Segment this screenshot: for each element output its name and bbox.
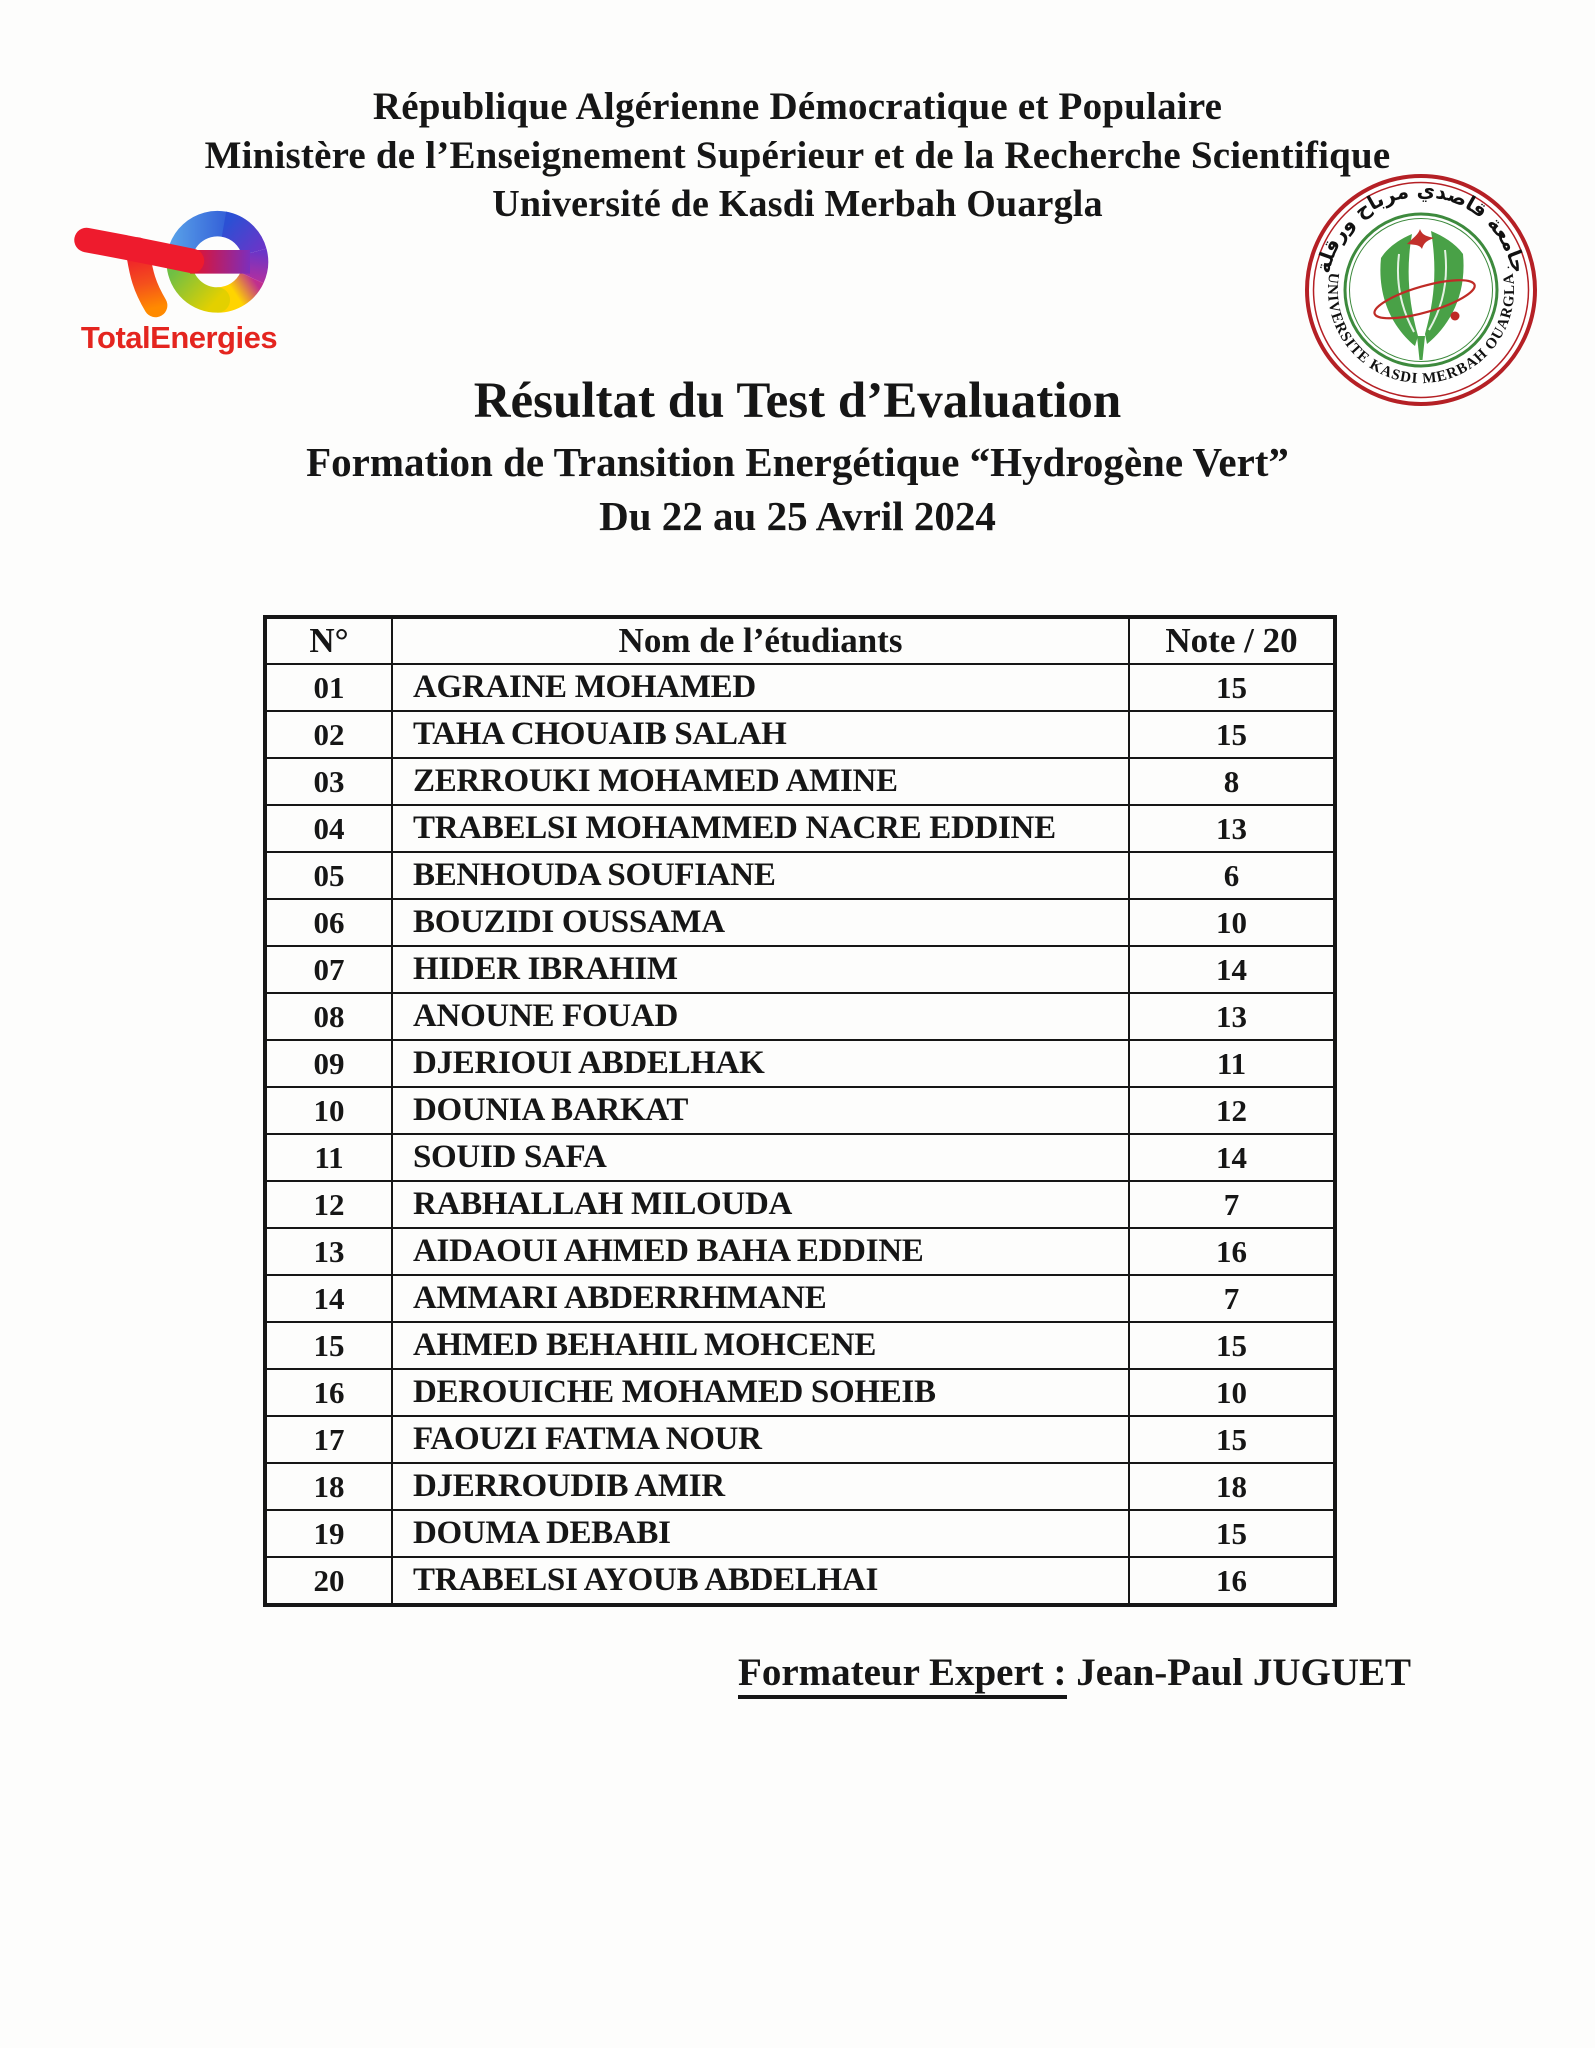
student-name-cell: RABHALLAH MILOUDA	[392, 1181, 1129, 1228]
student-name-cell: AMMARI ABDERRHMANE	[392, 1275, 1129, 1322]
table-row	[265, 1557, 1335, 1605]
score-cell: 13	[1129, 805, 1335, 852]
table-row	[265, 1322, 1335, 1369]
footer-signature	[738, 1650, 1411, 1695]
row-number-cell: 11	[265, 1134, 392, 1181]
table-row	[265, 1228, 1335, 1275]
student-name-cell: HIDER IBRAHIM	[392, 946, 1129, 993]
student-name-cell: ZERROUKI MOHAMED AMINE	[392, 758, 1129, 805]
table-row	[265, 1510, 1335, 1557]
student-name-cell: SOUID SAFA	[392, 1134, 1129, 1181]
score-cell: 10	[1129, 1369, 1335, 1416]
header-line-republic: République Algérienne Démocratique et Populaire	[372, 85, 1223, 128]
student-name-cell: AIDAOUI AHMED BAHA EDDINE	[392, 1228, 1129, 1275]
seal-orbit-dot	[1451, 312, 1460, 321]
footer-label: Formateur Expert :	[738, 1651, 1067, 1699]
student-name-cell: AGRAINE MOHAMED	[392, 664, 1129, 711]
row-number-cell: 07	[265, 946, 392, 993]
student-name-cell: DEROUICHE MOHAMED SOHEIB	[392, 1369, 1129, 1416]
score-cell: 7	[1129, 1181, 1335, 1228]
row-number-cell: 13	[265, 1228, 392, 1275]
row-number-cell: 12	[265, 1181, 392, 1228]
table-row	[265, 946, 1335, 993]
student-name-cell: TRABELSI AYOUB ABDELHAI	[392, 1557, 1129, 1605]
score-cell: 16	[1129, 1228, 1335, 1275]
row-number-cell: 10	[265, 1087, 392, 1134]
score-cell: 13	[1129, 993, 1335, 1040]
score-cell: 15	[1129, 1416, 1335, 1463]
row-number-cell: 01	[265, 664, 392, 711]
score-cell: 6	[1129, 852, 1335, 899]
column-header-note: Note / 20	[1129, 617, 1335, 664]
table-row	[265, 993, 1335, 1040]
table-row	[265, 1275, 1335, 1322]
results-table-body	[265, 664, 1335, 1605]
score-cell: 15	[1129, 664, 1335, 711]
student-name-cell: DJERROUDIB AMIR	[392, 1463, 1129, 1510]
table-row	[265, 758, 1335, 805]
table-row	[265, 1181, 1335, 1228]
score-cell: 10	[1129, 899, 1335, 946]
table-row	[265, 1087, 1335, 1134]
seal-outer-ring	[1307, 176, 1535, 404]
student-name-cell: DJERIOUI ABDELHAK	[392, 1040, 1129, 1087]
row-number-cell: 17	[265, 1416, 392, 1463]
totalenergies-logo-icon	[72, 196, 290, 324]
student-name-cell: DOUNIA BARKAT	[392, 1087, 1129, 1134]
row-number-cell: 04	[265, 805, 392, 852]
row-number-cell: 19	[265, 1510, 392, 1557]
row-number-cell: 06	[265, 899, 392, 946]
table-row	[265, 664, 1335, 711]
totalenergies-wordmark: TotalEnergies	[80, 320, 278, 355]
score-cell: 18	[1129, 1463, 1335, 1510]
student-name-cell: FAOUZI FATMA NOUR	[392, 1416, 1129, 1463]
column-header-number: N°	[265, 617, 392, 664]
score-cell: 15	[1129, 711, 1335, 758]
student-name-cell: BOUZIDI OUSSAMA	[392, 899, 1129, 946]
document-subtitle: Formation de Transition Energétique “Hydrogène Vert”	[306, 439, 1289, 485]
row-number-cell: 09	[265, 1040, 392, 1087]
row-number-cell: 16	[265, 1369, 392, 1416]
table-row	[265, 711, 1335, 758]
row-number-cell: 15	[265, 1322, 392, 1369]
column-header-name: Nom de l’étudiants	[392, 617, 1129, 664]
header-line-ministry: Ministère de l’Enseignement Supérieur et de la Recherche Scientifique	[204, 134, 1391, 177]
student-name-cell: AHMED BEHAHIL MOHCENE	[392, 1322, 1129, 1369]
score-cell: 7	[1129, 1275, 1335, 1322]
score-cell: 15	[1129, 1510, 1335, 1557]
seal-latin-text: UNIVERSITE KASDI MERBAH OUARGLA	[1323, 271, 1519, 388]
seal-arabic-text: جامعة قاصدي مرباح ورقلة	[1310, 177, 1532, 276]
student-name-cell: DOUMA DEBABI	[392, 1510, 1129, 1557]
header-line-university: Université de Kasdi Merbah Ouargla	[492, 183, 1103, 225]
table-row	[265, 852, 1335, 899]
student-name-cell: TRABELSI MOHAMMED NACRE EDDINE	[392, 805, 1129, 852]
totalenergies-logo	[72, 196, 294, 356]
score-cell: 12	[1129, 1087, 1335, 1134]
score-cell: 16	[1129, 1557, 1335, 1605]
table-header-row	[265, 617, 1335, 664]
row-number-cell: 03	[265, 758, 392, 805]
row-number-cell: 05	[265, 852, 392, 899]
score-cell: 14	[1129, 946, 1335, 993]
document-title: Résultat du Test d’Evaluation	[473, 373, 1122, 429]
score-cell: 8	[1129, 758, 1335, 805]
table-row	[265, 1416, 1335, 1463]
table-row	[265, 1040, 1335, 1087]
student-name-cell: ANOUNE FOUAD	[392, 993, 1129, 1040]
table-row	[265, 1134, 1335, 1181]
footer-expert-name: Jean-Paul JUGUET	[1066, 1651, 1412, 1694]
row-number-cell: 14	[265, 1275, 392, 1322]
table-row	[265, 899, 1335, 946]
score-cell: 14	[1129, 1134, 1335, 1181]
document-dates: Du 22 au 25 Avril 2024	[599, 493, 996, 539]
row-number-cell: 08	[265, 993, 392, 1040]
row-number-cell: 20	[265, 1557, 392, 1605]
table-row	[265, 805, 1335, 852]
student-name-cell: TAHA CHOUAIB SALAH	[392, 711, 1129, 758]
row-number-cell: 18	[265, 1463, 392, 1510]
row-number-cell: 02	[265, 711, 392, 758]
table-row	[265, 1369, 1335, 1416]
results-table	[263, 615, 1337, 1607]
score-cell: 15	[1129, 1322, 1335, 1369]
table-row	[265, 1463, 1335, 1510]
score-cell: 11	[1129, 1040, 1335, 1087]
student-name-cell: BENHOUDA SOUFIANE	[392, 852, 1129, 899]
